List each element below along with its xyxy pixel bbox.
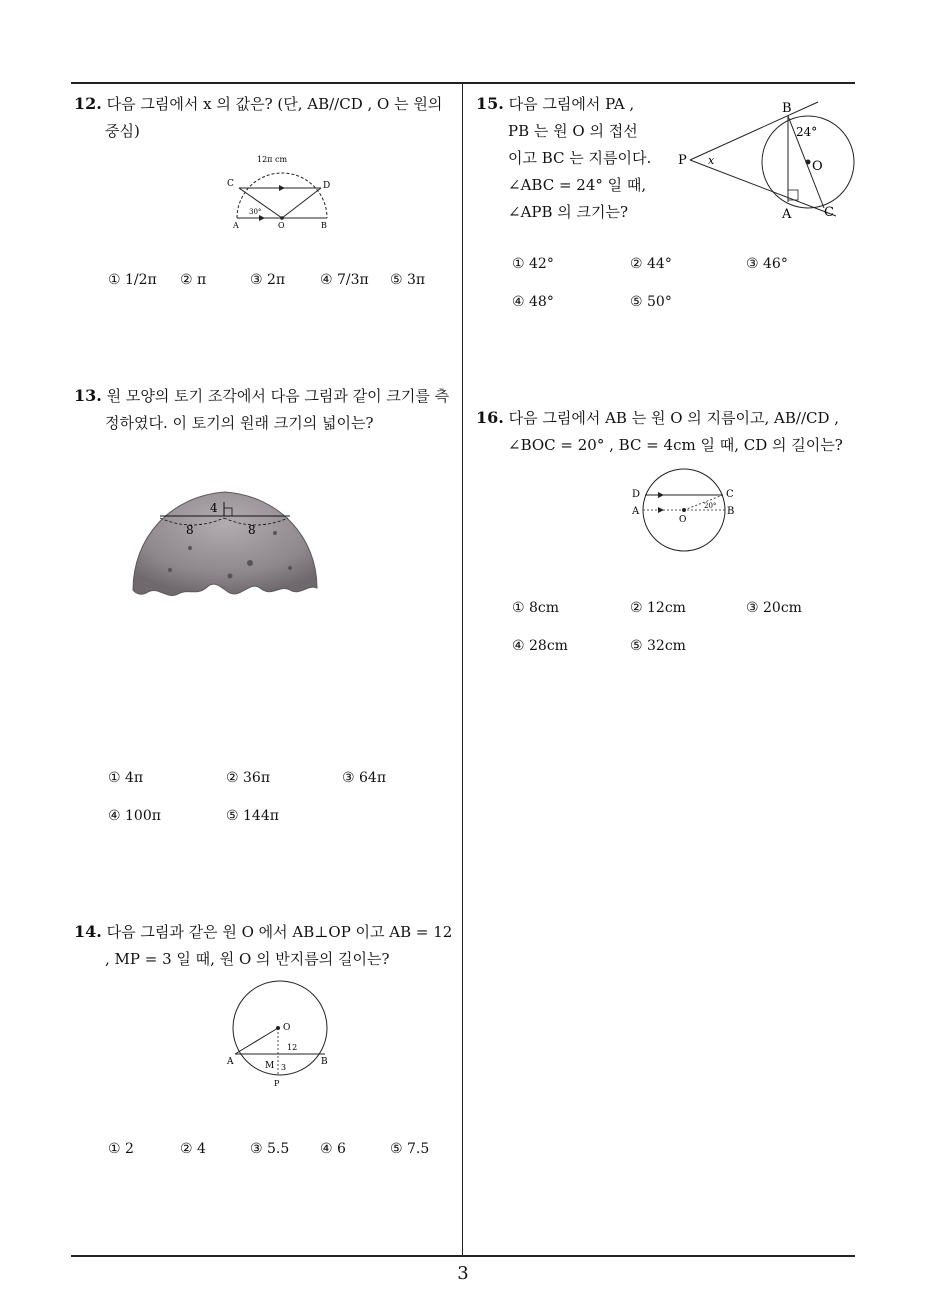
fig-label-angle: 30° [249,208,262,216]
question-text-line: 이고 BC 는 지름이다. [508,149,652,167]
fig-label-m: M [265,1061,275,1071]
fig-label-b: B [727,506,735,517]
question-16 [476,404,866,459]
question-text-line: PB 는 원 O 의 접선 [508,122,638,140]
fig-label-p: P [678,153,687,168]
choice-1[interactable]: ① 42° [512,256,554,272]
fig-label-right: 8 [248,523,256,537]
fig-label-left: 8 [186,523,194,537]
choice-3[interactable]: ③ 46° [746,256,788,272]
fig-label-three: 3 [281,1063,287,1072]
fig-label-d: D [632,489,641,500]
choice-5[interactable]: ⑤ 32cm [630,638,686,654]
fig-label-o: O [679,515,687,525]
question-text-line: 중심) [105,122,140,140]
question-number: 16. [476,408,504,427]
choice-3[interactable]: ③ 64π [342,770,387,786]
question-text-line: 다음 그림에서 x 의 값은? (단, AB//CD , O 는 원의 [106,95,443,113]
choice-5[interactable]: ⑤ 50° [630,294,672,310]
choice-3[interactable]: ③ 2π [250,272,286,288]
choice-1[interactable]: ① 2 [108,1141,134,1157]
question-text-line: ∠APB 의 크기는? [508,203,629,221]
q12-semicircle-figure [225,150,340,230]
question-number: 13. [74,386,102,405]
choice-1[interactable]: ① 1/2π [108,272,157,288]
question-text-line: ∠BOC = 20° , BC = 4cm 일 때, CD 의 길이는? [508,436,843,454]
fig-label-b: B [782,101,792,116]
question-12 [74,90,459,145]
fig-label-p: P [274,1079,280,1088]
choice-4[interactable]: ④ 7/3π [320,272,369,288]
question-text-line: ∠ABC = 24° 일 때, [508,176,647,194]
question-number: 14. [74,922,102,941]
q13-pottery-figure [130,488,320,613]
question-text-line: 정하였다. 이 토기의 원래 크기의 넓이는? [105,414,374,432]
fig-label-a: A [233,221,239,230]
fig-label-c: C [824,205,834,220]
page-number: 3 [457,1263,469,1284]
choice-4[interactable]: ④ 48° [512,294,554,310]
choice-4[interactable]: ④ 28cm [512,638,568,654]
fig-label-a: A [227,1057,234,1067]
question-number: 15. [476,94,504,113]
choice-5[interactable]: ⑤ 7.5 [390,1141,430,1157]
q15-tangent-figure [676,98,861,223]
choice-2[interactable]: ② 12cm [630,600,686,616]
fig-label-c: C [227,179,234,189]
choice-2[interactable]: ② 44° [630,256,672,272]
fig-label-o: O [278,221,285,230]
fig-label-d: D [323,181,331,191]
choice-1[interactable]: ① 8cm [512,600,560,616]
choice-4[interactable]: ④ 100π [108,808,161,824]
fig-label-a: A [782,207,792,222]
choice-4[interactable]: ④ 6 [320,1141,346,1157]
fig-label-angle: 24° [796,125,818,139]
fig-label-c: C [726,489,734,500]
fig-label-x: x [708,154,715,167]
question-13 [74,382,459,437]
question-text-line: 원 모양의 토기 조각에서 다음 그림과 같이 크기를 측 [106,387,450,405]
choice-2[interactable]: ② 36π [226,770,271,786]
fig-label-len: 12 [287,1043,298,1052]
choice-5[interactable]: ⑤ 3π [390,272,426,288]
choice-2[interactable]: ② π [180,272,207,288]
choice-2[interactable]: ② 4 [180,1141,206,1157]
fig-label-height: 4 [210,501,218,515]
choice-5[interactable]: ⑤ 144π [226,808,279,824]
question-number: 12. [74,94,102,113]
top-rule [71,82,855,84]
column-divider [462,83,463,1256]
fig-label-b: B [321,221,327,230]
bottom-rule [71,1255,855,1257]
question-text-line: 다음 그림에서 PA , [508,95,635,113]
choice-3[interactable]: ③ 5.5 [250,1141,290,1157]
question-text-line: , MP = 3 일 때, 원 O 의 반지름의 길이는? [105,950,390,968]
fig-label-arc: 12π cm [257,155,288,164]
q14-circle-figure [225,980,335,1090]
choice-1[interactable]: ① 4π [108,770,144,786]
question-14 [74,918,464,973]
q16-circle-figure [628,462,743,557]
question-text-line: 다음 그림과 같은 원 O 에서 AB⊥OP 이고 AB = 12 [106,923,453,941]
fig-label-a: A [632,506,640,517]
fig-label-o: O [812,159,823,174]
fig-label-b: B [321,1057,328,1067]
fig-label-o: O [283,1023,291,1033]
question-15 [476,90,666,226]
question-text-line: 다음 그림에서 AB 는 원 O 의 지름이고, AB//CD , [508,409,840,427]
fig-label-angle: 20° [704,502,717,510]
choice-3[interactable]: ③ 20cm [746,600,802,616]
